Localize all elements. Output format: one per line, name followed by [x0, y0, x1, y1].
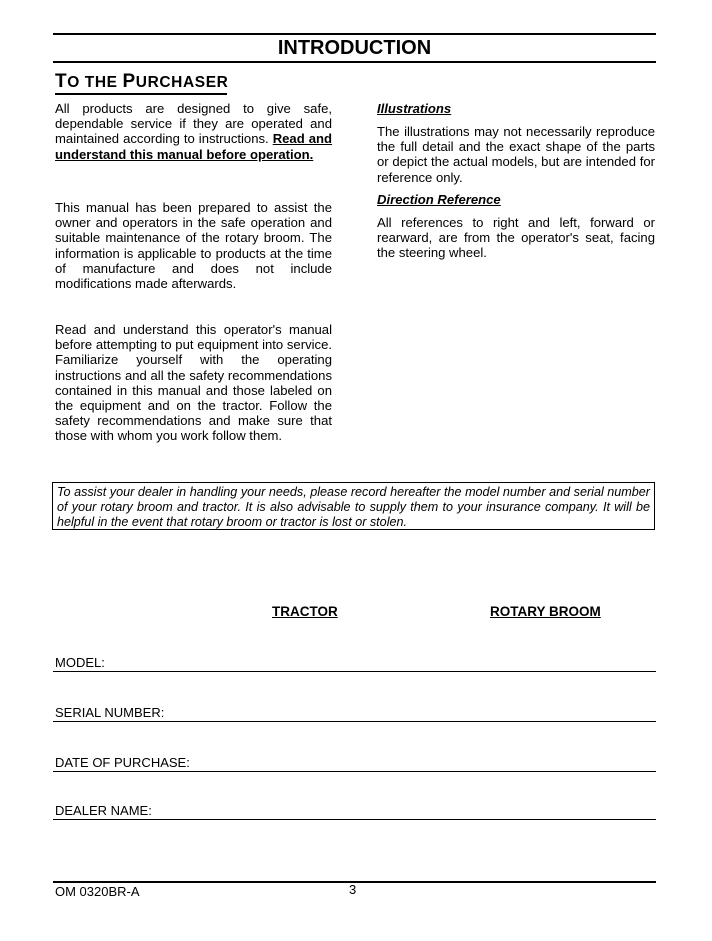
rotary-broom-column-heading: ROTARY BROOM	[490, 604, 601, 619]
dealer-notice-box	[52, 482, 655, 530]
illustrations-heading: Illustrations	[377, 101, 452, 116]
intro-paragraph-3: Read and understand this operator's manual before attempting to put equipment into service. Familiarize yourself with the operating instructions and all the safety recommendations contained in this manual and those labeled on the equipment and on the tractor. Follow the safety recommendations and make sure that those with whom you work follow them.	[55, 322, 332, 444]
intro-paragraph-2: This manual has been prepared to assist the owner and operators in the safe operation and suitable maintenance of the rotary broom. The information is applicable to products at the time of manufacture and does not include modifications made afterwards.	[55, 200, 332, 292]
top-rule	[53, 33, 656, 35]
model-field-line	[53, 671, 656, 672]
section-heading-underline	[55, 93, 227, 95]
dealer-name-field-label: DEALER NAME:	[55, 803, 152, 818]
dealer-notice-text: To assist your dealer in handling your needs, please record hereafter the model number and serial number of your rotary broom and tractor. It is also advisable to supply them to your insurance company. It will be helpful in the event that rotary broom or tractor is lost or stolen.	[57, 485, 650, 529]
model-field-label: MODEL:	[55, 655, 105, 670]
title-rule	[53, 61, 656, 63]
illustrations-paragraph: The illustrations may not necessarily reproduce the full detail and the exact shape of the parts or depict the actual models, but are intended for reference only.	[377, 124, 655, 185]
direction-reference-heading: Direction Reference	[377, 192, 501, 207]
direction-reference-paragraph: All references to right and left, forward or rearward, are from the operator's seat, facing the steering wheel.	[377, 215, 655, 261]
section-heading-initial-2: P	[122, 71, 136, 92]
intro-paragraph-1-text: All products are designed to give safe, dependable service if they are operated and maintained according to instructions.	[55, 101, 332, 147]
section-heading-part-1: O THE	[67, 74, 123, 91]
document-id: OM 0320BR-A	[55, 884, 140, 899]
section-heading	[55, 72, 228, 93]
intro-paragraph-1	[55, 101, 332, 162]
page-number: 3	[349, 882, 357, 897]
read-manual-emphasis: Read and understand this manual before operation.	[55, 131, 333, 162]
date-of-purchase-field-label: DATE OF PURCHASE:	[55, 755, 190, 770]
serial-number-field-line	[53, 721, 656, 722]
section-heading-part-2: URCHASER	[135, 74, 229, 91]
date-of-purchase-field-line	[53, 771, 656, 772]
serial-number-field-label: SERIAL NUMBER:	[55, 705, 165, 720]
dealer-name-field-line	[53, 819, 656, 820]
section-heading-initial-1: T	[55, 71, 68, 92]
page-title: INTRODUCTION	[277, 37, 432, 59]
tractor-column-heading: TRACTOR	[272, 604, 338, 619]
